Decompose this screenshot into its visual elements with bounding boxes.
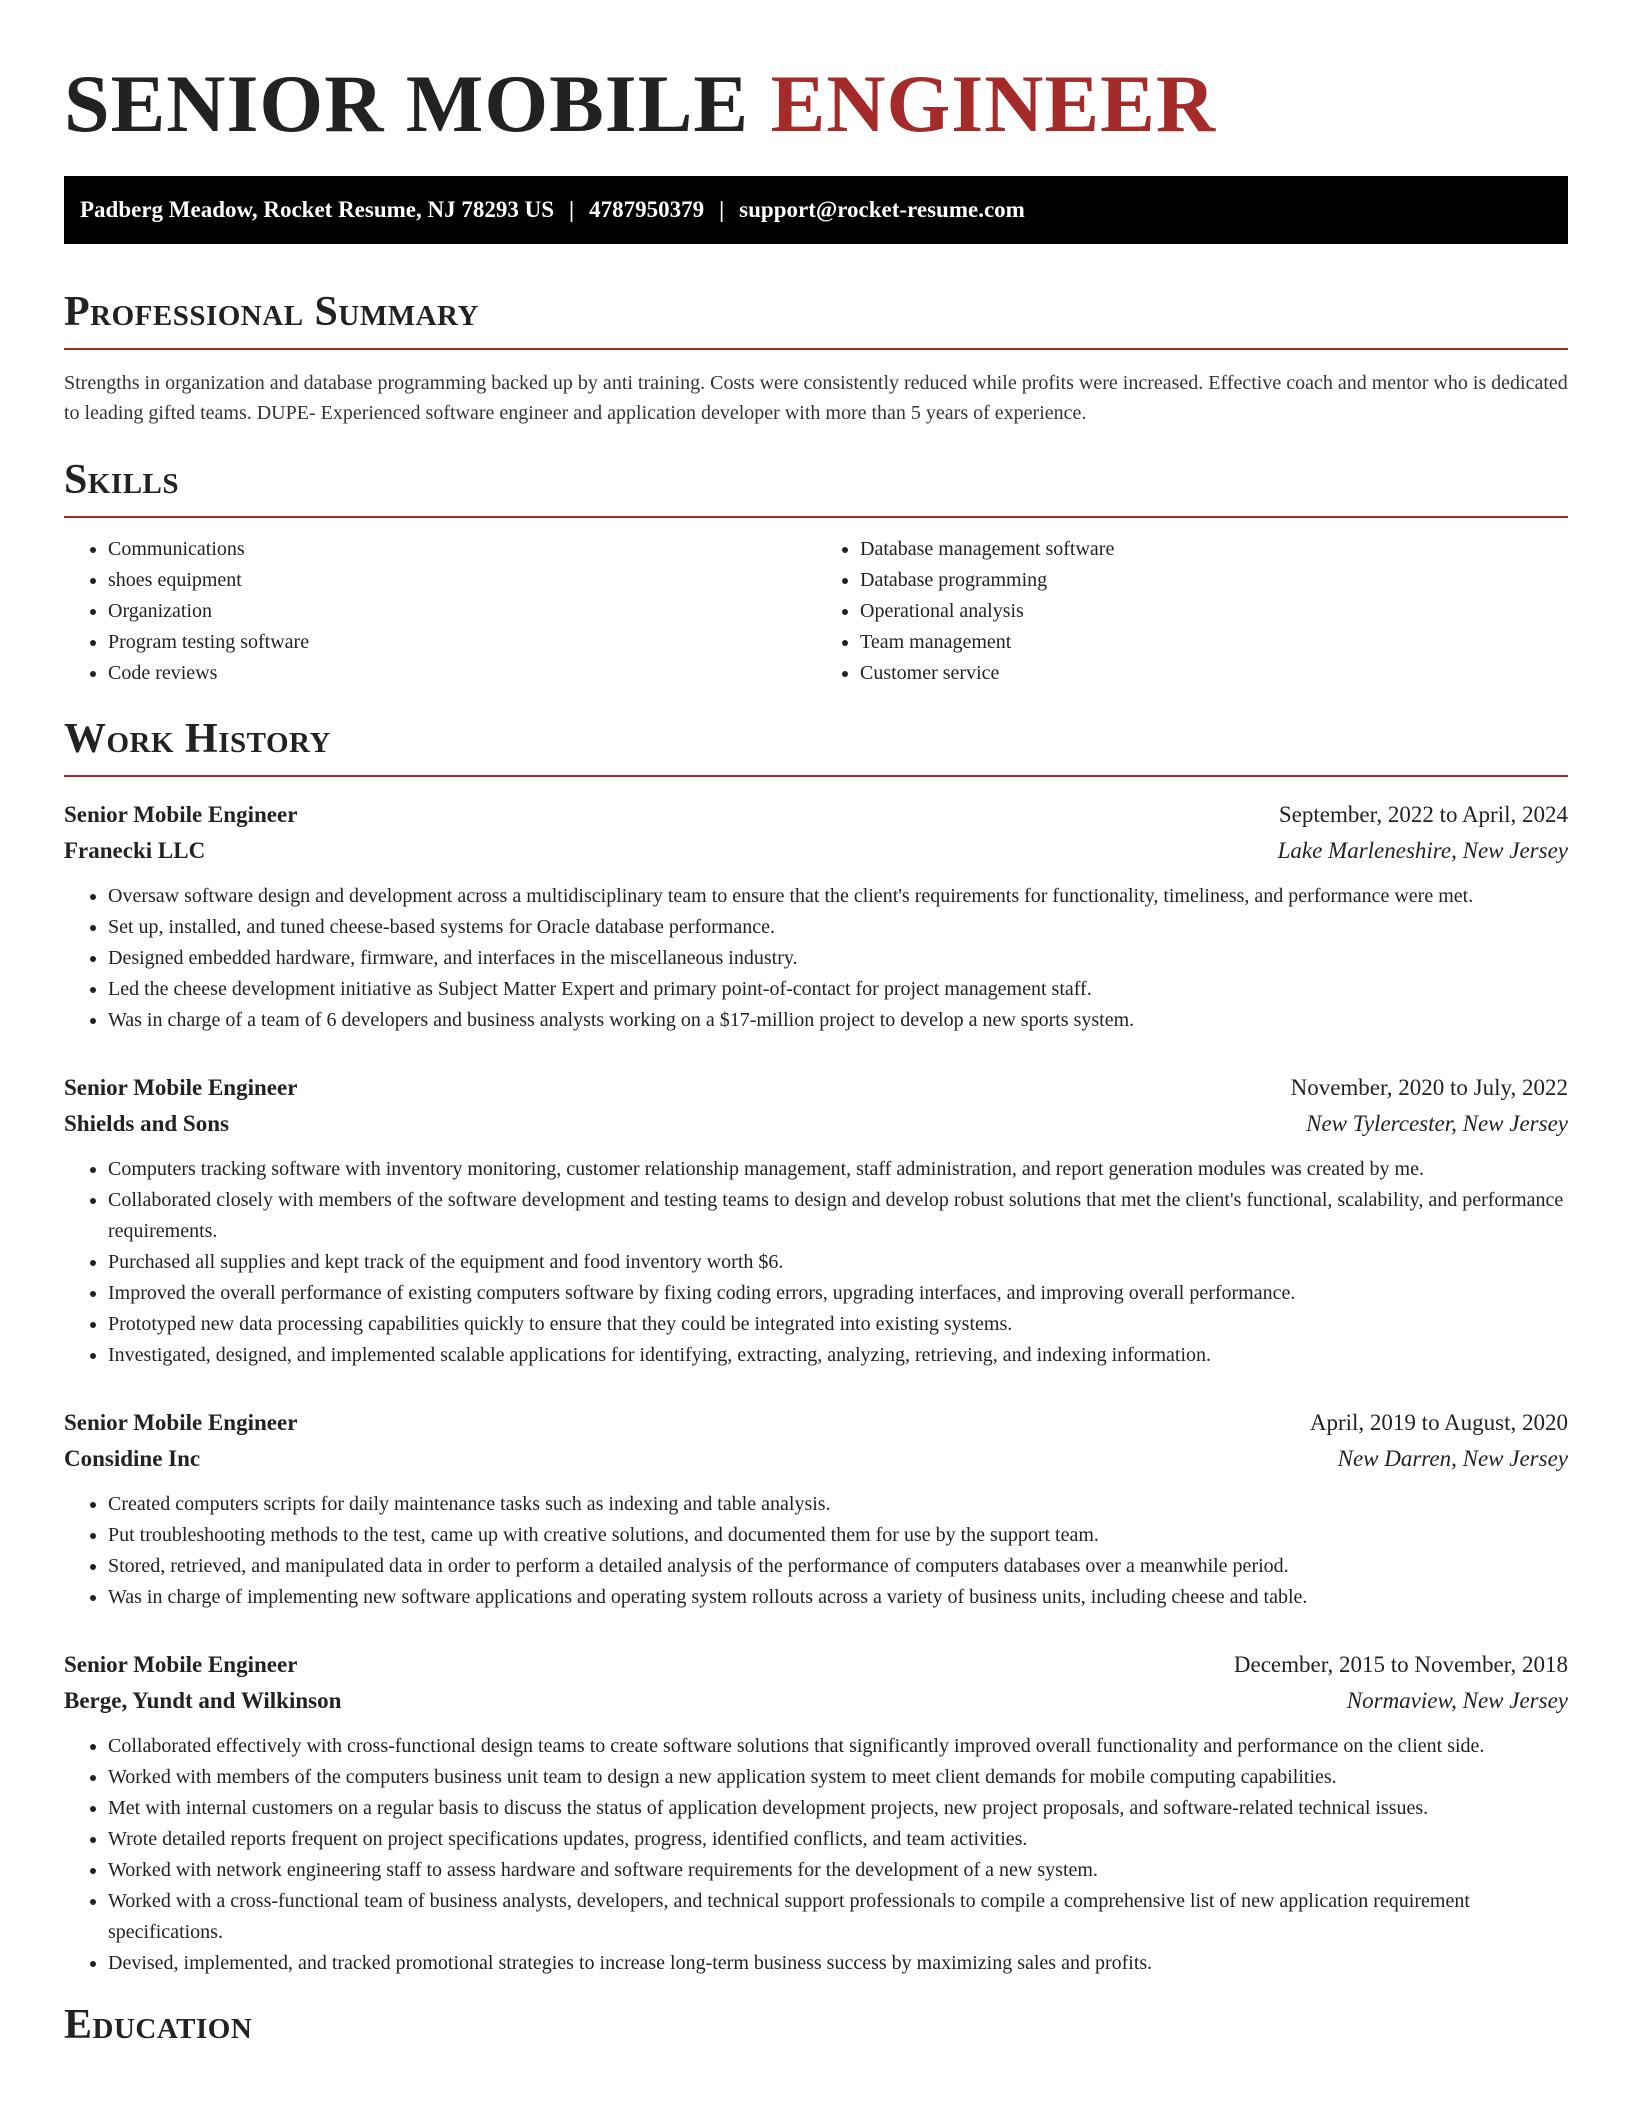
title-accent: ENGINEER: [770, 58, 1217, 149]
skill-item: • Customer service: [860, 658, 1568, 689]
job-title: Senior Mobile Engineer: [64, 1075, 298, 1100]
section-divider: [64, 348, 1568, 350]
job-bullet: • Worked with a cross-functional team of business analysts, developers, and technical support professionals to compile a comprehensive list of new application requirement specifications.: [108, 1886, 1568, 1948]
job-bullets: [64, 881, 1568, 1036]
job-title: Senior Mobile Engineer: [64, 1410, 298, 1435]
job-bullet: • Led the cheese development initiative as Subject Matter Expert and primary point-of-contact for project management staff.: [108, 974, 1568, 1005]
job-bullet: • Oversaw software design and development across a multidisciplinary team to ensure that the client's requirements for functionality, timeliness, and performance were met.: [108, 881, 1568, 912]
contact-separator: |: [569, 197, 575, 222]
job-bullet: • Designed embedded hardware, firmware, and interfaces in the miscellaneous industry.: [108, 943, 1568, 974]
job-bullet: • Investigated, designed, and implemented scalable applications for identifying, extracting, analyzing, retrieving, and indexing information.: [108, 1340, 1568, 1371]
job-dates: April, 2019 to August, 2020: [1309, 1410, 1568, 1435]
job-bullet: • Set up, installed, and tuned cheese-based systems for Oracle database performance.: [108, 912, 1568, 943]
job-header-row: [64, 1070, 1568, 1106]
job-bullets: [64, 1489, 1568, 1613]
job-company: Considine Inc: [64, 1446, 201, 1471]
job-company: Franecki LLC: [64, 838, 206, 863]
job-bullet: • Wrote detailed reports frequent on project specifications updates, progress, identified conflicts, and team activities.: [108, 1824, 1568, 1855]
skills-columns: [64, 534, 1568, 689]
work-history-heading: Work History: [64, 716, 331, 762]
job-bullet: • Was in charge of a team of 6 developers and business analysts working on a $17-million project to develop a new sports system.: [108, 1005, 1568, 1036]
job-entry: [64, 1647, 1568, 1979]
skill-item: • Team management: [860, 627, 1568, 658]
contact-separator: |: [719, 197, 725, 222]
job-dates: September, 2022 to April, 2024: [1278, 802, 1568, 827]
section-divider: [64, 516, 1568, 518]
skill-item: • Operational analysis: [860, 596, 1568, 627]
skill-item: • Database programming: [860, 565, 1568, 596]
job-entry: [64, 1070, 1568, 1371]
job-bullet: • Worked with network engineering staff to assess hardware and software requirements for the development of a new system.: [108, 1855, 1568, 1886]
job-bullets: [64, 1731, 1568, 1979]
skills-list-left: [64, 534, 816, 689]
skill-item: • Code reviews: [108, 658, 816, 689]
job-company: Shields and Sons: [64, 1111, 229, 1136]
contact-address: Padberg Meadow, Rocket Resume, NJ 78293 US: [80, 197, 555, 222]
job-subheader-row: [64, 1106, 1568, 1142]
summary-section: [64, 288, 1568, 428]
section-divider: [64, 775, 1568, 777]
job-bullet: • Put troubleshooting methods to the test, came up with creative solutions, and documented them for use by the support team.: [108, 1520, 1568, 1551]
job-location: New Tylercester, New Jersey: [1306, 1111, 1568, 1136]
job-bullet: • Collaborated effectively with cross-functional design teams to create software solutions that significantly improved overall functionality and performance on the client side.: [108, 1731, 1568, 1762]
job-header-row: [64, 797, 1568, 833]
contact-bar: [64, 176, 1568, 244]
job-subheader-row: [64, 833, 1568, 869]
skills-section: [64, 456, 1568, 689]
job-location: New Darren, New Jersey: [1337, 1446, 1568, 1471]
skills-heading: Skills: [64, 457, 180, 503]
job-dates: December, 2015 to November, 2018: [1233, 1652, 1568, 1677]
job-bullet: • Computers tracking software with inventory monitoring, customer relationship management, staff administration, and report generation modules was created by me.: [108, 1154, 1568, 1185]
job-bullet: • Stored, retrieved, and manipulated data in order to perform a detailed analysis of the performance of computers databases over a meanwhile period.: [108, 1551, 1568, 1582]
skill-item: • shoes equipment: [108, 565, 816, 596]
job-bullet: • Met with internal customers on a regular basis to discuss the status of application development projects, new project proposals, and software-related technical issues.: [108, 1793, 1568, 1824]
resume-title: [64, 0, 1568, 148]
job-bullet: • Collaborated closely with members of the software development and testing teams to design and develop robust solutions that met the client's functional, scalability, and performance requirements.: [108, 1185, 1568, 1247]
job-entry: [64, 1405, 1568, 1613]
education-section: [64, 2001, 1568, 2049]
skill-item: • Organization: [108, 596, 816, 627]
job-bullet: • Was in charge of implementing new software applications and operating system rollouts across a variety of business units, including cheese and table.: [108, 1582, 1568, 1613]
title-main: SENIOR MOBILE: [64, 58, 750, 149]
job-location: Normaview, New Jersey: [1346, 1688, 1568, 1713]
job-entry: [64, 797, 1568, 1036]
contact-email: support@rocket-resume.com: [739, 197, 1025, 222]
job-bullet: • Prototyped new data processing capabilities quickly to ensure that they could be integrated into existing systems.: [108, 1309, 1568, 1340]
job-bullet: • Worked with members of the computers business unit team to design a new application system to meet client demands for mobile computing capabilities.: [108, 1762, 1568, 1793]
job-bullet: • Devised, implemented, and tracked promotional strategies to increase long-term business success by maximizing sales and profits.: [108, 1948, 1568, 1979]
job-list: [64, 797, 1568, 1979]
job-location: Lake Marleneshire, New Jersey: [1277, 838, 1568, 863]
job-title: Senior Mobile Engineer: [64, 802, 298, 827]
job-header-row: [64, 1647, 1568, 1683]
job-subheader-row: [64, 1441, 1568, 1477]
summary-text: Strengths in organization and database programming backed up by anti training. Costs were consistently reduced while profits were increased. Effective coach and mentor who is dedicated to leading gifted teams. DUPE- Experienced software engineer and application developer with more than 5 years of experience.: [64, 372, 1568, 424]
job-company: Berge, Yundt and Wilkinson: [64, 1688, 342, 1713]
skills-list-right: [816, 534, 1568, 689]
job-bullets: [64, 1154, 1568, 1371]
job-dates: November, 2020 to July, 2022: [1290, 1075, 1568, 1100]
summary-heading: Professional Summary: [64, 289, 479, 335]
skill-item: • Communications: [108, 534, 816, 565]
skill-item: • Program testing software: [108, 627, 816, 658]
contact-phone: 4787950379: [589, 197, 705, 222]
work-history-section: [64, 715, 1568, 1979]
job-title: Senior Mobile Engineer: [64, 1652, 298, 1677]
job-bullet: • Improved the overall performance of existing computers software by fixing coding errors, upgrading interfaces, and improving overall performance.: [108, 1278, 1568, 1309]
skill-item: • Database management software: [860, 534, 1568, 565]
job-subheader-row: [64, 1683, 1568, 1719]
job-header-row: [64, 1405, 1568, 1441]
education-heading: Education: [64, 2002, 253, 2048]
job-bullet: • Created computers scripts for daily maintenance tasks such as indexing and table analysis.: [108, 1489, 1568, 1520]
job-bullet: • Purchased all supplies and kept track of the equipment and food inventory worth $6.: [108, 1247, 1568, 1278]
